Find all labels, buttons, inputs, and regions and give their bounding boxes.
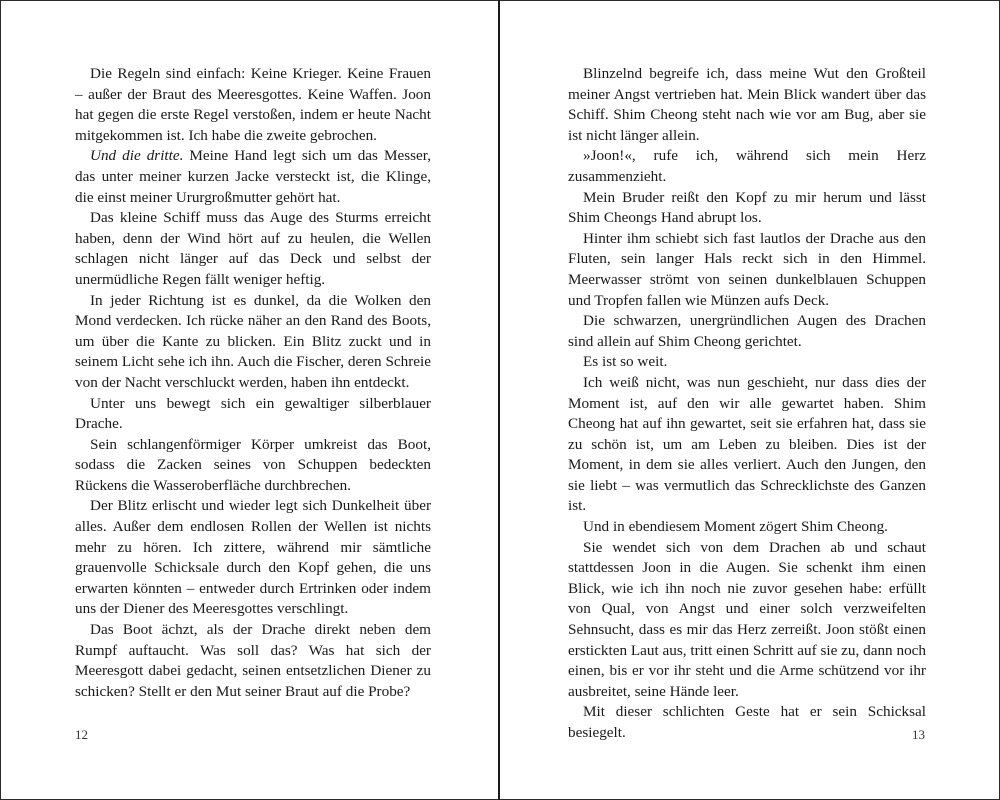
paragraph: Die schwarzen, unergründlichen Augen des Drachen sind allein auf Shim Cheong gerichtet. [568, 312, 926, 350]
paragraph: »Joon!«, rufe ich, während sich mein Herz zusammenzieht. [568, 147, 926, 185]
paragraph: Ich weiß nicht, was nun geschieht, nur dass dies der Moment ist, auf den wir alle gewartet haben. Shim Cheong hat auf ihn gewartet, seit sie erfahren hat, dass sie zu schön ist, um am Leben zu bleiben. Dies ist der Moment, in dem sie alles verliert. Auch den Jungen, den sie liebt – was vermutlich das Schrecklichste des Ganzen ist. [568, 373, 926, 515]
paragraph: Mit dieser schlichten Geste hat er sein Schicksal besiegelt. [568, 703, 926, 741]
paragraph [75, 146, 431, 208]
paragraph: Blinzelnd begreife ich, dass meine Wut den Großteil meiner Angst vertrieben hat. Mein Blick wandert über das Schiff. Shim Cheong steht nach wie vor am Bug, aber sie ist nicht länger allein. [568, 65, 926, 144]
paragraph-text: Meine Hand legt sich um das Messer, das unter meiner kurzen Jacke versteckt ist, die Klinge, die einst meiner Ururgroßmutter gehört hat. [75, 147, 432, 206]
page-number-left: 12 [75, 727, 88, 742]
paragraph: Das Boot ächzt, als der Drache direkt neben dem Rumpf auftaucht. Was soll das? Was hat sich der Meeresgott dabei gedacht, seinen entsetzlichen Diener zu schicken? Stellt er den Mut seiner Braut auf die Probe? [75, 621, 431, 700]
right-page-text [568, 64, 926, 744]
paragraph: Es ist so weit. [583, 353, 668, 371]
page-number-right: 13 [912, 727, 925, 742]
italic-lead: Und die dritte. [90, 147, 184, 165]
left-page-text [75, 64, 431, 702]
paragraph: Die Regeln sind einfach: Keine Krieger. Keine Frauen – außer der Braut des Meeresgottes. Keine Waffen. Joon hat gegen die erste Regel verstoßen, indem er heute Nacht mitgekommen ist. Ich habe die zweite gebrochen. [75, 65, 431, 144]
paragraph: Hinter ihm schiebt sich fast lautlos der Drache aus den Fluten, sein langer Hals reckt sich in den Himmel. Meerwasser strömt von seinen dunkelblauen Schuppen und Tropfen fallen wie Münzen aufs Deck. [568, 229, 926, 309]
paragraph: Der Blitz erlischt und wieder legt sich Dunkelheit über alles. Außer dem endlosen Rollen der Wellen ist nichts mehr zu hören. Ich zittere, während mir sämtliche grauenvolle Schicksale durch den Kopf gehen, die uns erwarten könnten – entweder durch Ertrinken oder indem uns der Diener des Meeresgottes verschlingt. [75, 497, 431, 618]
paragraph: Und in ebendiesem Moment zögert Shim Cheong. [583, 518, 888, 536]
paragraph: Sein schlangenförmiger Körper umkreist das Boot, sodass die Zacken seines von Schuppen bedeckten Rückens die Wasseroberfläche durchbrechen. [75, 435, 431, 494]
paragraph: Sie wendet sich von dem Drachen ab und schaut stattdessen Joon in die Augen. Sie schenkt ihm einen Blick, wie ich ihn noch nie zuvor gesehen habe: erfüllt von Qual, von Angst und einer solch verzweifelten Sehnsucht, dass es mir das Herz zerreißt. Joon stößt einen erstickten Laut aus, tritt einen Schritt auf sie zu, dann noch einen, bis er vor ihr steht und die Arme schützend vor ihr ausbreitet, seine Hände leer. [568, 538, 926, 700]
paragraph: Das kleine Schiff muss das Auge des Sturms erreicht haben, denn der Wind hört auf zu heulen, die Wellen schlagen nicht länger auf das Deck und selbst der unermüdliche Regen fällt weniger heftig. [75, 209, 431, 288]
paragraph: In jeder Richtung ist es dunkel, da die Wolken den Mond verdecken. Ich rücke näher an den Rand des Boots, um über die Kante zu blicken. Ein Blitz zuckt und in seinem Licht sehe ich ihn. Auch die Fischer, deren Schreie von der Nacht verschluckt werden, haben ihn entdeckt. [75, 291, 431, 391]
right-page [500, 0, 1000, 800]
paragraph: Unter uns bewegt sich ein gewaltiger silberblauer Drache. [75, 394, 431, 433]
paragraph: Mein Bruder reißt den Kopf zu mir herum und lässt Shim Cheongs Hand abrupt los. [568, 188, 926, 227]
